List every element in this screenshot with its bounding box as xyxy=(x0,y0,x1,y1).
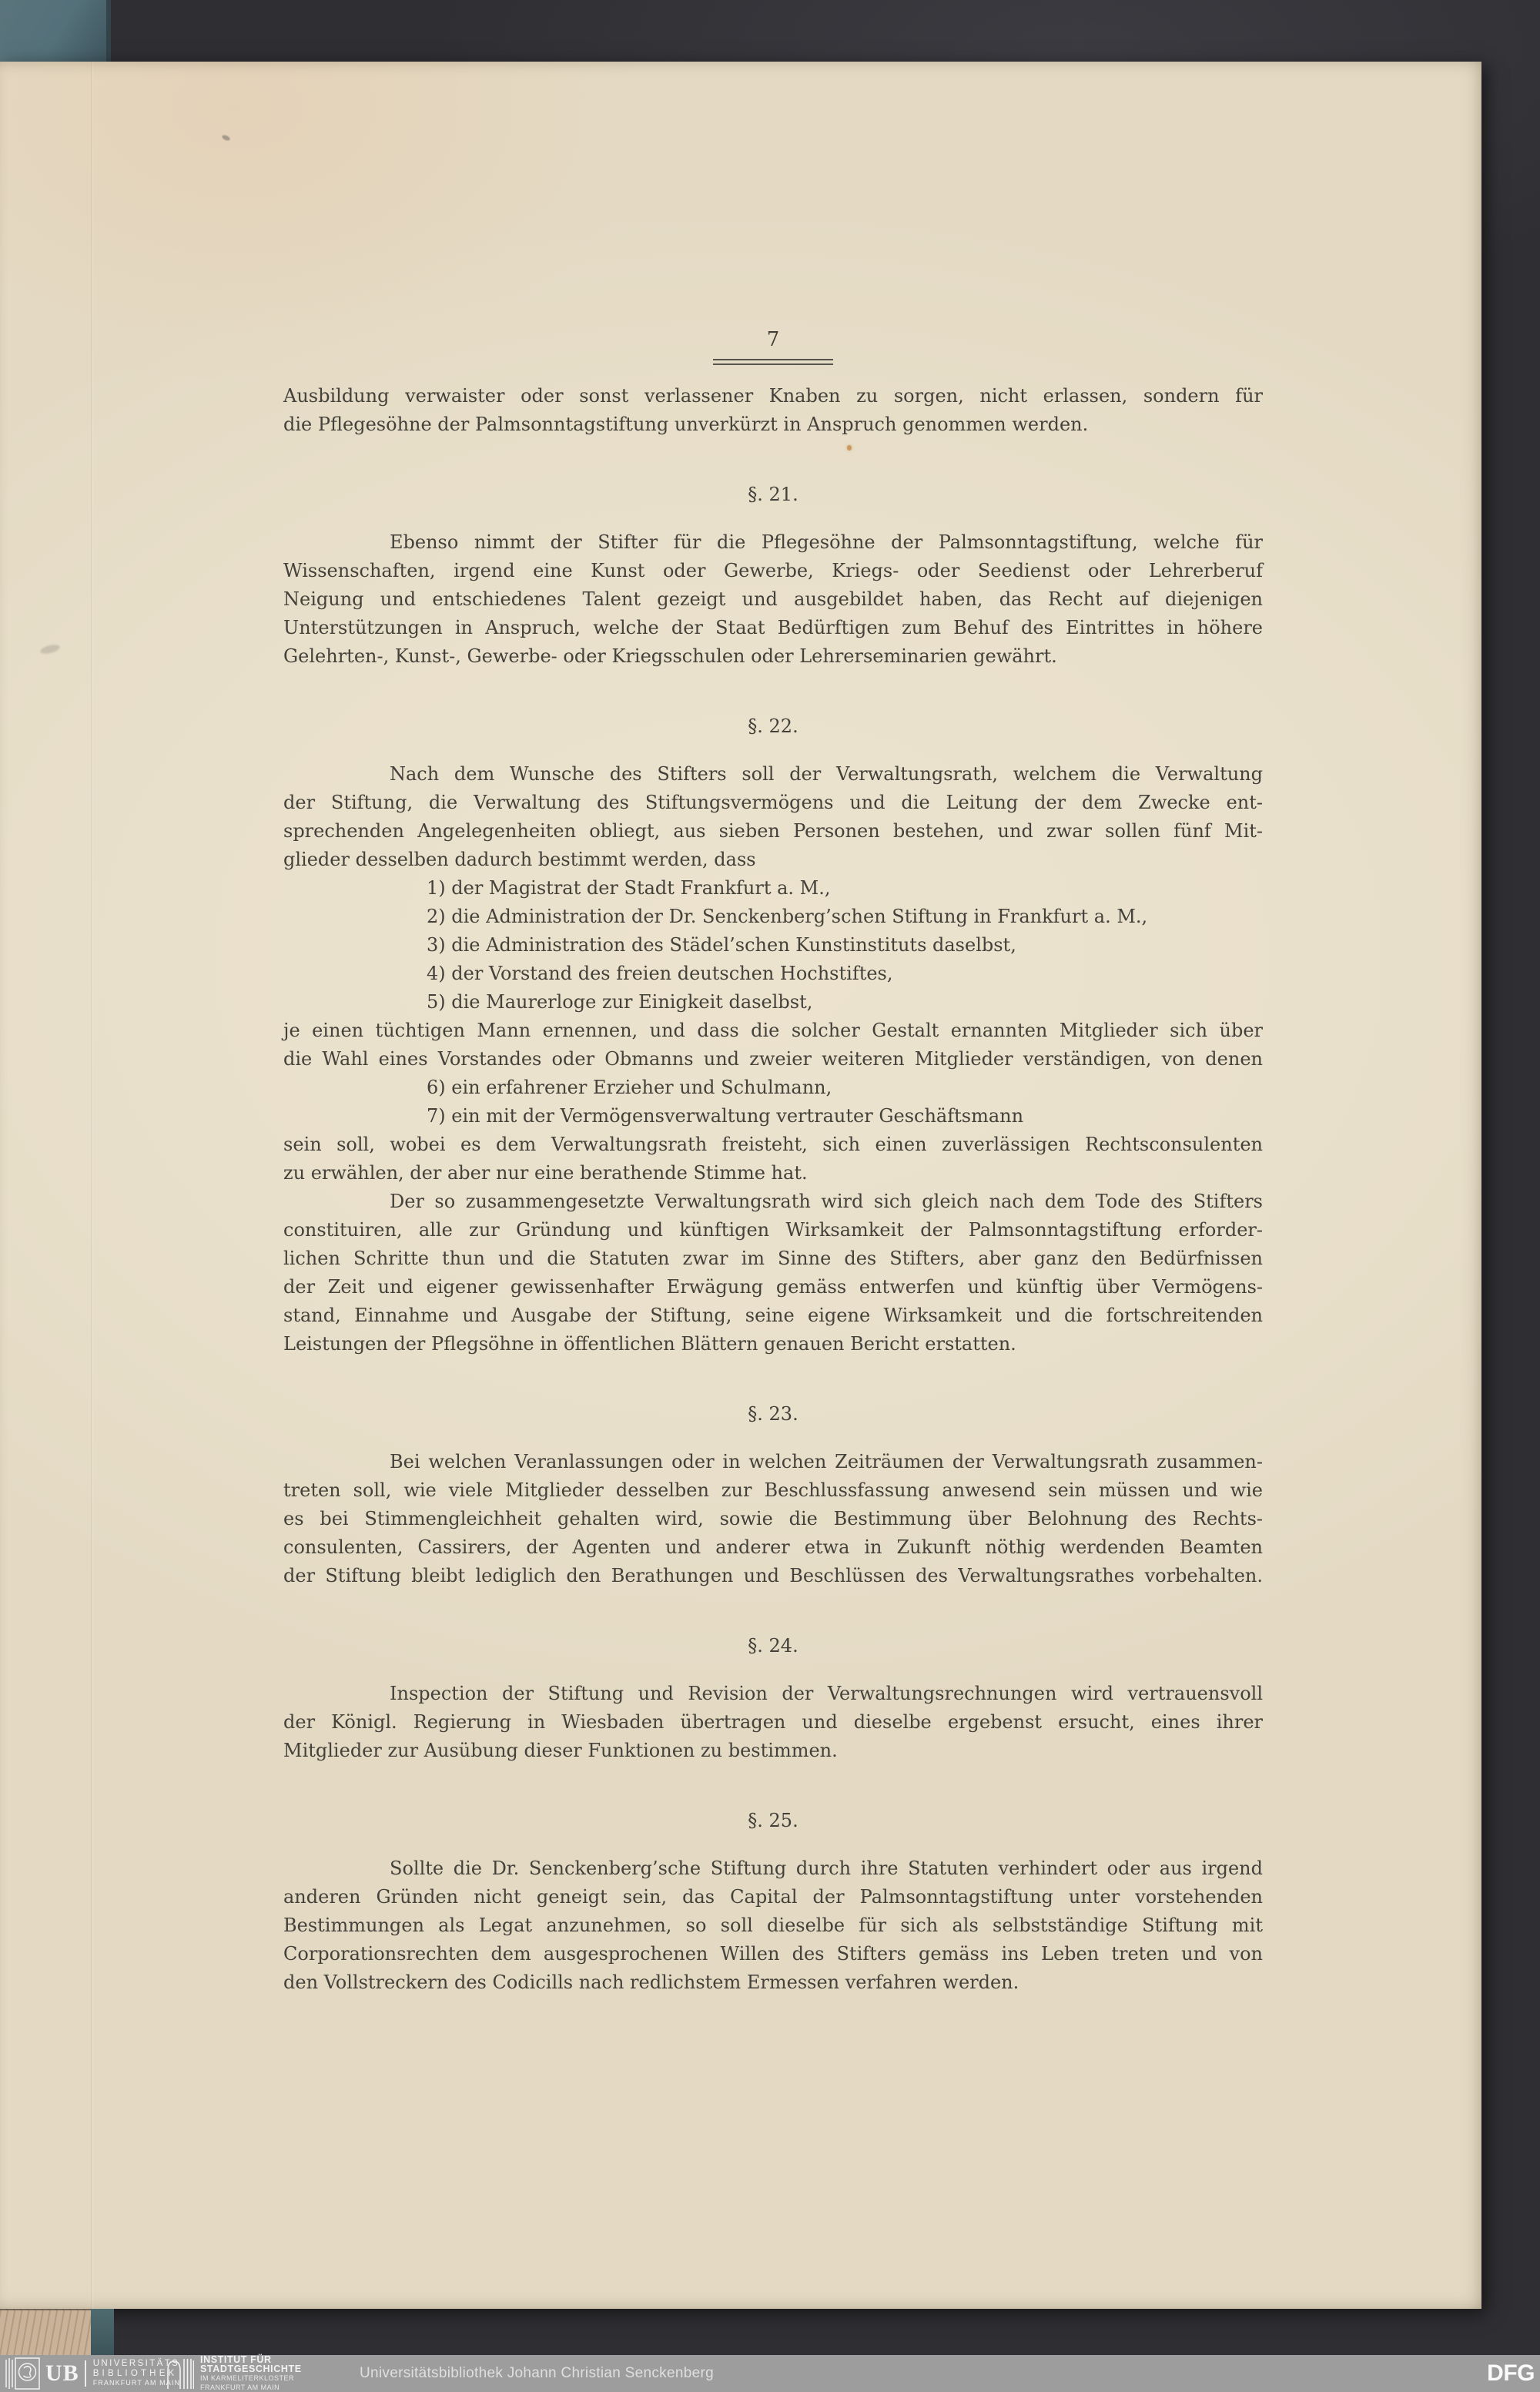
institut-label-line: FRANKFURT AM MAIN xyxy=(200,2384,280,2391)
pencil-smudge xyxy=(39,643,61,655)
karmeliterkloster-arch-icon xyxy=(165,2357,194,2390)
library-name: Universitätsbibliothek Johann Christian Senckenberg xyxy=(360,2365,714,2381)
text-line: Neigung und entschiedenes Talent gezeigt und ausgebildet haben, das Recht auf diejenigen xyxy=(283,588,1263,610)
text-line: Bestimmungen als Legat anzunehmen, so soll dieselbe für sich als selbstständige Stiftung mit xyxy=(283,1915,1263,1936)
list-item: 3) die Administration des Städel’schen Kunstinstituts daselbst, xyxy=(427,934,1016,956)
text-line: lichen Schritte thun und die Statuten zwar im Sinne des Stifters, aber ganz den Bedürfnissen xyxy=(283,1248,1263,1269)
paragraph xyxy=(283,1074,1263,1131)
logo-divider xyxy=(85,2360,86,2387)
text-line: stand, Einnahme und Ausgabe der Stiftung, seine eigene Wirksamkeit und die fortschreitenden xyxy=(283,1305,1263,1326)
ub-abbr: UB xyxy=(45,2360,79,2386)
text-line: Bei welchen Veranlassungen oder in welchen Zeiträumen der Verwaltungsrath zusammen- xyxy=(390,1451,1263,1472)
text-line: zu erwählen, der aber nur eine berathende Stimme hat. xyxy=(283,1162,808,1184)
institut-label-line: STADTGESCHICHTE xyxy=(200,2364,302,2374)
text-line: Leistungen der Pflegsöhne in öffentlichen Blättern genauen Bericht erstatten. xyxy=(283,1333,1016,1355)
paragraph xyxy=(283,1188,1263,1358)
page-number-rule xyxy=(713,359,833,365)
institut-label-line: INSTITUT FÜR xyxy=(200,2354,272,2365)
book-page-edges xyxy=(0,2309,91,2357)
page-text xyxy=(283,62,1263,1997)
text-line: der Stiftung bleibt lediglich den Berathungen und Beschlüssen des Verwaltungsrathes vorbehalten. xyxy=(283,1565,1263,1586)
book-cover-strip xyxy=(91,2309,114,2355)
list-item: 6) ein erfahrener Erzieher und Schulmann, xyxy=(427,1077,832,1098)
paragraph xyxy=(283,760,1263,874)
text-line: Der so zusammengesetzte Verwaltungsrath wird sich gleich nach dem Tode des Stifters xyxy=(390,1191,1263,1212)
list-item: 5) die Maurerloge zur Einigkeit daselbst, xyxy=(427,991,813,1013)
paragraph xyxy=(283,1680,1263,1765)
ub-frankfurt-logo xyxy=(5,2355,180,2392)
section-heading: §. 22. xyxy=(748,715,798,737)
page-number: 7 xyxy=(766,328,780,351)
paragraph xyxy=(283,1854,1263,1997)
text-line: anderen Gründen nicht geneigt sein, das Capital der Palmsonntagstiftung unter vorstehenden xyxy=(283,1886,1263,1908)
paragraph xyxy=(283,528,1263,671)
text-line: Wissenschaften, irgend eine Kunst oder Gewerbe, Kriegs- oder Seedienst oder Lehrerberuf xyxy=(283,560,1263,581)
text-line: der Stiftung, die Verwaltung des Stiftungsvermögens und die Leitung der dem Zwecke ent- xyxy=(283,792,1263,813)
page-fold-crease xyxy=(91,62,94,2309)
footer-bar xyxy=(0,2355,1540,2392)
text-line: Ebenso nimmt der Stifter für die Pflegesöhne der Palmsonntagstiftung, welche für xyxy=(390,531,1263,553)
list-item: 7) ein mit der Vermögensverwaltung vertrauter Geschäftsmann xyxy=(427,1105,1024,1127)
text-line: consulenten, Cassirers, der Agenten und anderer etwa in Zukunft nöthig werdenden Beamten xyxy=(283,1536,1263,1558)
list-item: 2) die Administration der Dr. Senckenberg’schen Stiftung in Frankfurt a. M., xyxy=(427,906,1148,927)
paragraph xyxy=(283,1017,1263,1074)
section-heading: §. 23. xyxy=(748,1403,798,1425)
list-item: 1) der Magistrat der Stadt Frankfurt a. M., xyxy=(427,877,831,899)
text-line: Inspection der Stiftung und Revision der Verwaltungsrechnungen wird vertrauensvoll xyxy=(390,1683,1263,1704)
paragraph xyxy=(283,1448,1263,1590)
text-line: Corporationsrechten dem ausgesprochenen Willen des Stifters gemäss ins Leben treten und von xyxy=(283,1943,1263,1965)
text-line: glieder desselben dadurch bestimmt werden, dass xyxy=(283,849,756,870)
text-line: sein soll, wobei es dem Verwaltungsrath freisteht, sich einen zuverlässigen Rechtsconsulenten xyxy=(283,1134,1263,1155)
section-heading: §. 24. xyxy=(748,1635,798,1657)
section-heading: §. 21. xyxy=(748,484,798,505)
paragraph xyxy=(283,1131,1263,1188)
text-line: Ausbildung verwaister oder sonst verlassener Knaben zu sorgen, nicht erlassen, sondern für xyxy=(283,385,1263,407)
institut-label-line: IM KARMELITERKLOSTER xyxy=(200,2374,295,2382)
text-line: Gelehrten-, Kunst-, Gewerbe- oder Kriegsschulen oder Lehrerseminarien gewährt. xyxy=(283,645,1057,667)
text-line: constituiren, alle zur Gründung und künftigen Wirksamkeit der Palmsonntagstiftung erforder- xyxy=(283,1219,1263,1241)
text-line: treten soll, wie viele Mitglieder desselben zur Beschlussfassung anwesend sein müssen und wie xyxy=(283,1479,1263,1501)
book-cover-corner xyxy=(0,0,111,62)
paragraph xyxy=(283,874,1263,1017)
goethe-portrait-icon xyxy=(5,2357,42,2390)
text-line: die Pflegesöhne der Palmsonntagstiftung unverkürzt in Anspruch genommen werden. xyxy=(283,414,1089,435)
text-line: Unterstützungen in Anspruch, welche der Staat Bedürftigen zum Behuf des Eintrittes in höhere xyxy=(283,617,1263,638)
text-line: Sollte die Dr. Senckenberg’sche Stiftung durch ihre Statuten verhindert oder aus irgend xyxy=(390,1858,1263,1879)
text-line: je einen tüchtigen Mann ernennen, und dass die solcher Gestalt ernannten Mitglieder sich über xyxy=(283,1020,1263,1041)
text-line: sprechenden Angelegenheiten obliegt, aus sieben Personen bestehen, und zwar sollen fünf Mit- xyxy=(283,820,1263,842)
ub-label-line: BIBLIOTHEK xyxy=(92,2368,178,2378)
text-line: Nach dem Wunsche des Stifters soll der Verwaltungsrath, welchem die Verwaltung xyxy=(390,763,1263,785)
text-line: Mitglieder zur Ausübung dieser Funktionen zu bestimmen. xyxy=(283,1740,838,1761)
text-line: der Königl. Regierung in Wiesbaden übertragen und dieselbe ergebenst ersucht, eines ihrer xyxy=(283,1711,1263,1733)
text-line: es bei Stimmengleichheit gehalten wird, sowie die Bestimmung über Belohnung des Rechts- xyxy=(283,1508,1263,1529)
text-line: der Zeit und eigener gewissenhafter Erwägung gemäss entwerfen und künftig über Vermögens- xyxy=(283,1276,1263,1298)
ink-mark xyxy=(221,134,230,142)
institut-stadtgeschichte-logo xyxy=(165,2355,302,2392)
ub-label-line: FRANKFURT AM MAIN xyxy=(92,2379,181,2387)
list-item: 4) der Vorstand des freien deutschen Hochstiftes, xyxy=(427,963,893,984)
dfg-logo: DFG xyxy=(1487,2360,1535,2386)
paragraph xyxy=(283,382,1263,439)
scanned-page xyxy=(0,62,1481,2309)
section-heading: §. 25. xyxy=(748,1810,798,1831)
ub-label-line: UNIVERSITÄTS xyxy=(92,2359,180,2369)
text-line: den Vollstreckern des Codicills nach redlichstem Ermessen verfahren werden. xyxy=(283,1972,1019,1993)
text-line: die Wahl eines Vorstandes oder Obmanns und zweier weiteren Mitglieder verständigen, von denen xyxy=(283,1048,1263,1070)
